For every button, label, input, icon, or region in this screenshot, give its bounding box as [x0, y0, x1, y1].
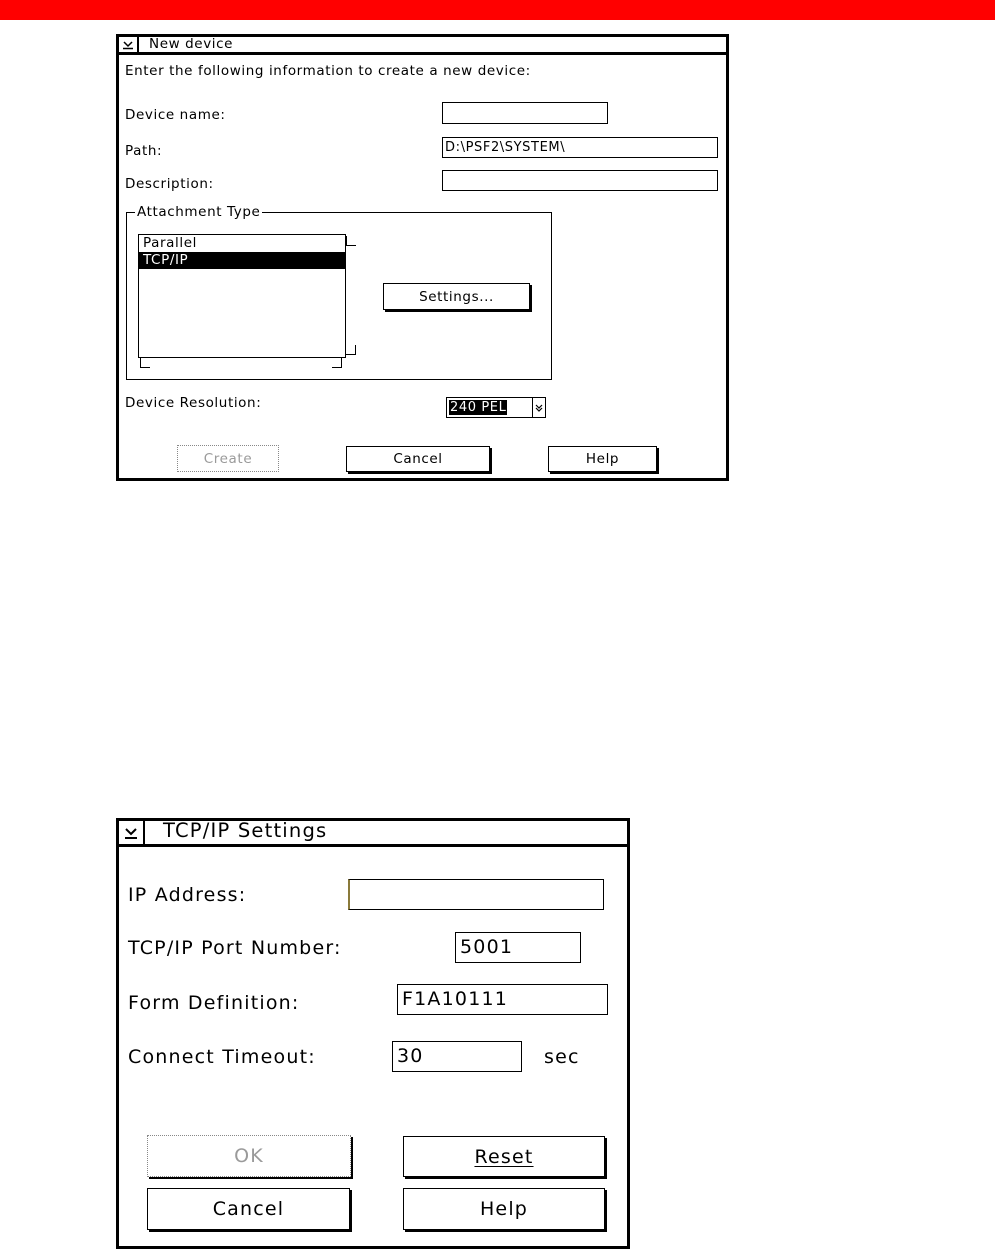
form-definition-label: Form Definition: — [128, 992, 300, 1014]
device-name-input[interactable] — [442, 102, 608, 124]
help-button[interactable]: Help — [548, 446, 657, 472]
attachment-type-group — [126, 204, 552, 380]
attachment-type-legend: Attachment Type — [137, 204, 261, 220]
ip-address-input[interactable] — [348, 879, 604, 910]
connect-timeout-label: Connect Timeout: — [128, 1046, 316, 1068]
description-label: Description: — [125, 176, 214, 192]
list-item-tcpip[interactable]: TCP/IP — [139, 252, 345, 269]
dropdown-arrow-icon[interactable] — [532, 398, 545, 417]
window-title: TCP/IP Settings — [163, 819, 328, 842]
device-resolution-label: Device Resolution: — [125, 395, 262, 411]
form-definition-input[interactable]: F1A10111 — [397, 984, 608, 1015]
scroll-down-corner[interactable] — [346, 345, 356, 355]
device-resolution-combo[interactable] — [446, 397, 546, 418]
port-number-input[interactable]: 5001 — [455, 932, 581, 963]
ip-address-label: IP Address: — [128, 884, 247, 906]
scroll-up-corner[interactable] — [346, 236, 356, 246]
create-button[interactable]: Create — [177, 445, 279, 472]
help-button[interactable]: Help — [403, 1188, 605, 1230]
path-input[interactable]: D:\PSF2\SYSTEM\ — [442, 137, 718, 158]
description-input[interactable] — [442, 170, 718, 191]
port-number-label: TCP/IP Port Number: — [128, 937, 342, 959]
settings-button[interactable]: Settings... — [383, 283, 530, 310]
tcpip-settings-window — [116, 818, 630, 1249]
reset-button-label: Reset — [474, 1145, 534, 1168]
device-name-label: Device name: — [125, 107, 226, 123]
scroll-left-corner[interactable] — [140, 358, 150, 368]
system-menu-icon[interactable] — [119, 37, 139, 52]
ok-button[interactable]: OK — [147, 1135, 351, 1177]
instruction-text: Enter the following information to create a new device: — [125, 63, 531, 79]
cancel-button[interactable]: Cancel — [147, 1188, 350, 1230]
title-bar[interactable] — [119, 821, 627, 847]
list-item-parallel[interactable]: Parallel — [143, 235, 197, 251]
system-menu-icon[interactable] — [119, 821, 145, 844]
cancel-button[interactable]: Cancel — [346, 446, 490, 472]
connect-timeout-input[interactable]: 30 — [392, 1041, 522, 1072]
scroll-right-corner[interactable] — [332, 358, 342, 368]
attachment-type-listbox[interactable] — [138, 234, 346, 358]
title-bar[interactable] — [119, 37, 726, 55]
window-title: New device — [149, 36, 234, 52]
path-label: Path: — [125, 143, 163, 159]
top-banner — [0, 0, 995, 20]
new-device-window — [116, 34, 729, 481]
timeout-unit-label: sec — [544, 1046, 580, 1068]
device-resolution-value: 240 PEL — [450, 400, 507, 415]
reset-button[interactable] — [403, 1136, 605, 1177]
